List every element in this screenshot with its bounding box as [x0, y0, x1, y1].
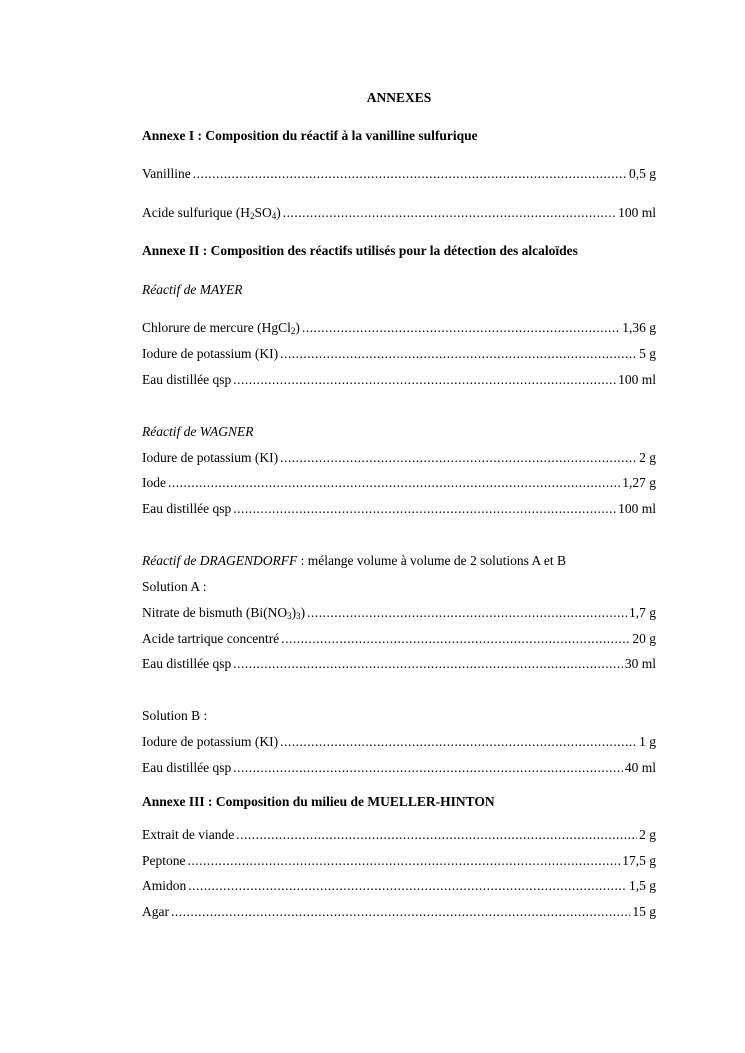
wagner-title: Réactif de WAGNER [142, 424, 254, 439]
mayer-row-eau [142, 372, 656, 388]
annex-3-row-extrait [142, 827, 656, 843]
row-value: 5 g [639, 346, 656, 361]
wagner-row-iode [142, 475, 656, 491]
dot-leader [281, 631, 630, 647]
page-title: ANNEXES [366, 90, 432, 105]
row-label: Nitrate de bismuth $(Bi(NO_3)_3)$ [142, 605, 306, 621]
row-value: 40 ml [624, 760, 656, 775]
solution-b-row-eau [142, 760, 656, 776]
row-value: 2 g [639, 827, 656, 842]
dot-leader [171, 904, 630, 920]
annex-1-row-vanilline [142, 166, 656, 182]
dot-leader [233, 501, 616, 517]
row-label: Iodure de potassium (KI) [142, 450, 279, 465]
solution-a-row-acide-tartrique [142, 631, 656, 647]
dot-leader [280, 734, 637, 750]
dot-leader [302, 320, 620, 336]
row-label: Extrait de viande [142, 827, 235, 842]
row-value: 0,5 g [629, 166, 656, 181]
mayer-title: Réactif de MAYER [142, 282, 243, 297]
annex-1-heading: Annexe I : Composition du réactif à la vanilline sulfurique [142, 128, 478, 143]
row-label: Eau distillée qsp [142, 656, 232, 671]
row-value: 100 ml [618, 205, 656, 220]
row-label: Agar [142, 904, 169, 919]
row-label: Iode [142, 475, 166, 490]
annex-3-heading: Annexe III : Composition du milieu de MUELLER-HINTON [142, 794, 495, 809]
row-label: Eau distillée qsp [142, 372, 232, 387]
dot-leader [283, 205, 616, 221]
dot-leader [280, 346, 637, 362]
row-value: 17,5 g [622, 853, 656, 868]
solution-a-row-nitrate [142, 605, 656, 621]
mayer-row-chlorure [142, 320, 656, 336]
wagner-row-eau [142, 501, 656, 517]
row-label: Acide sulfurique $(H_2SO_4)$ [142, 205, 281, 221]
mayer-row-iodure [142, 346, 656, 362]
solution-a-title: Solution A : [142, 579, 207, 594]
row-value: 100 ml [618, 372, 656, 387]
dragendorff-line [142, 553, 566, 569]
row-value: 20 g [632, 631, 656, 646]
row-label: Acide tartrique concentré [142, 631, 280, 646]
row-value: 15 g [632, 904, 656, 919]
dot-leader [236, 827, 637, 843]
dot-leader [168, 475, 620, 491]
dragendorff-description: : mélange volume à volume de 2 solutions A et B [297, 553, 567, 568]
dot-leader [233, 656, 623, 672]
row-label: Chlorure de mercure (HgCl$_2$) [142, 320, 300, 336]
dot-leader [307, 605, 627, 621]
row-label: Amidon [142, 878, 187, 893]
row-value: 1,5 g [629, 878, 656, 893]
wagner-row-iodure [142, 450, 656, 466]
row-value: 1 g [639, 734, 656, 749]
row-label: Eau distillée qsp [142, 501, 232, 516]
dot-leader [233, 760, 623, 776]
row-label: Iodure de potassium (KI) [142, 734, 279, 749]
row-value: 1,27 g [622, 475, 656, 490]
row-value: 100 ml [618, 501, 656, 516]
row-label: Iodure de potassium (KI) [142, 346, 279, 361]
row-label: Vanilline [142, 166, 191, 181]
annex-3-row-amidon [142, 878, 656, 894]
row-value: 1,7 g [629, 605, 656, 620]
dot-leader [188, 853, 621, 869]
row-value: 2 g [639, 450, 656, 465]
dot-leader [280, 450, 637, 466]
row-value: 1,36 g [622, 320, 656, 335]
annex-2-heading: Annexe II : Composition des réactifs utilisés pour la détection des alcaloïdes [142, 243, 578, 258]
row-label: Eau distillée qsp [142, 760, 232, 775]
row-value: 30 ml [624, 656, 656, 671]
annex-3-row-peptone [142, 853, 656, 869]
dot-leader [193, 166, 627, 182]
solution-b-title: Solution B : [142, 708, 208, 723]
annex-1-row-acide-sulfurique [142, 205, 656, 221]
solution-b-row-iodure [142, 734, 656, 750]
annex-3-row-agar [142, 904, 656, 920]
dot-leader [233, 372, 616, 388]
row-label: Peptone [142, 853, 186, 868]
dot-leader [188, 878, 627, 894]
solution-a-row-eau [142, 656, 656, 672]
dragendorff-title: Réactif de DRAGENDORFF [142, 553, 298, 568]
